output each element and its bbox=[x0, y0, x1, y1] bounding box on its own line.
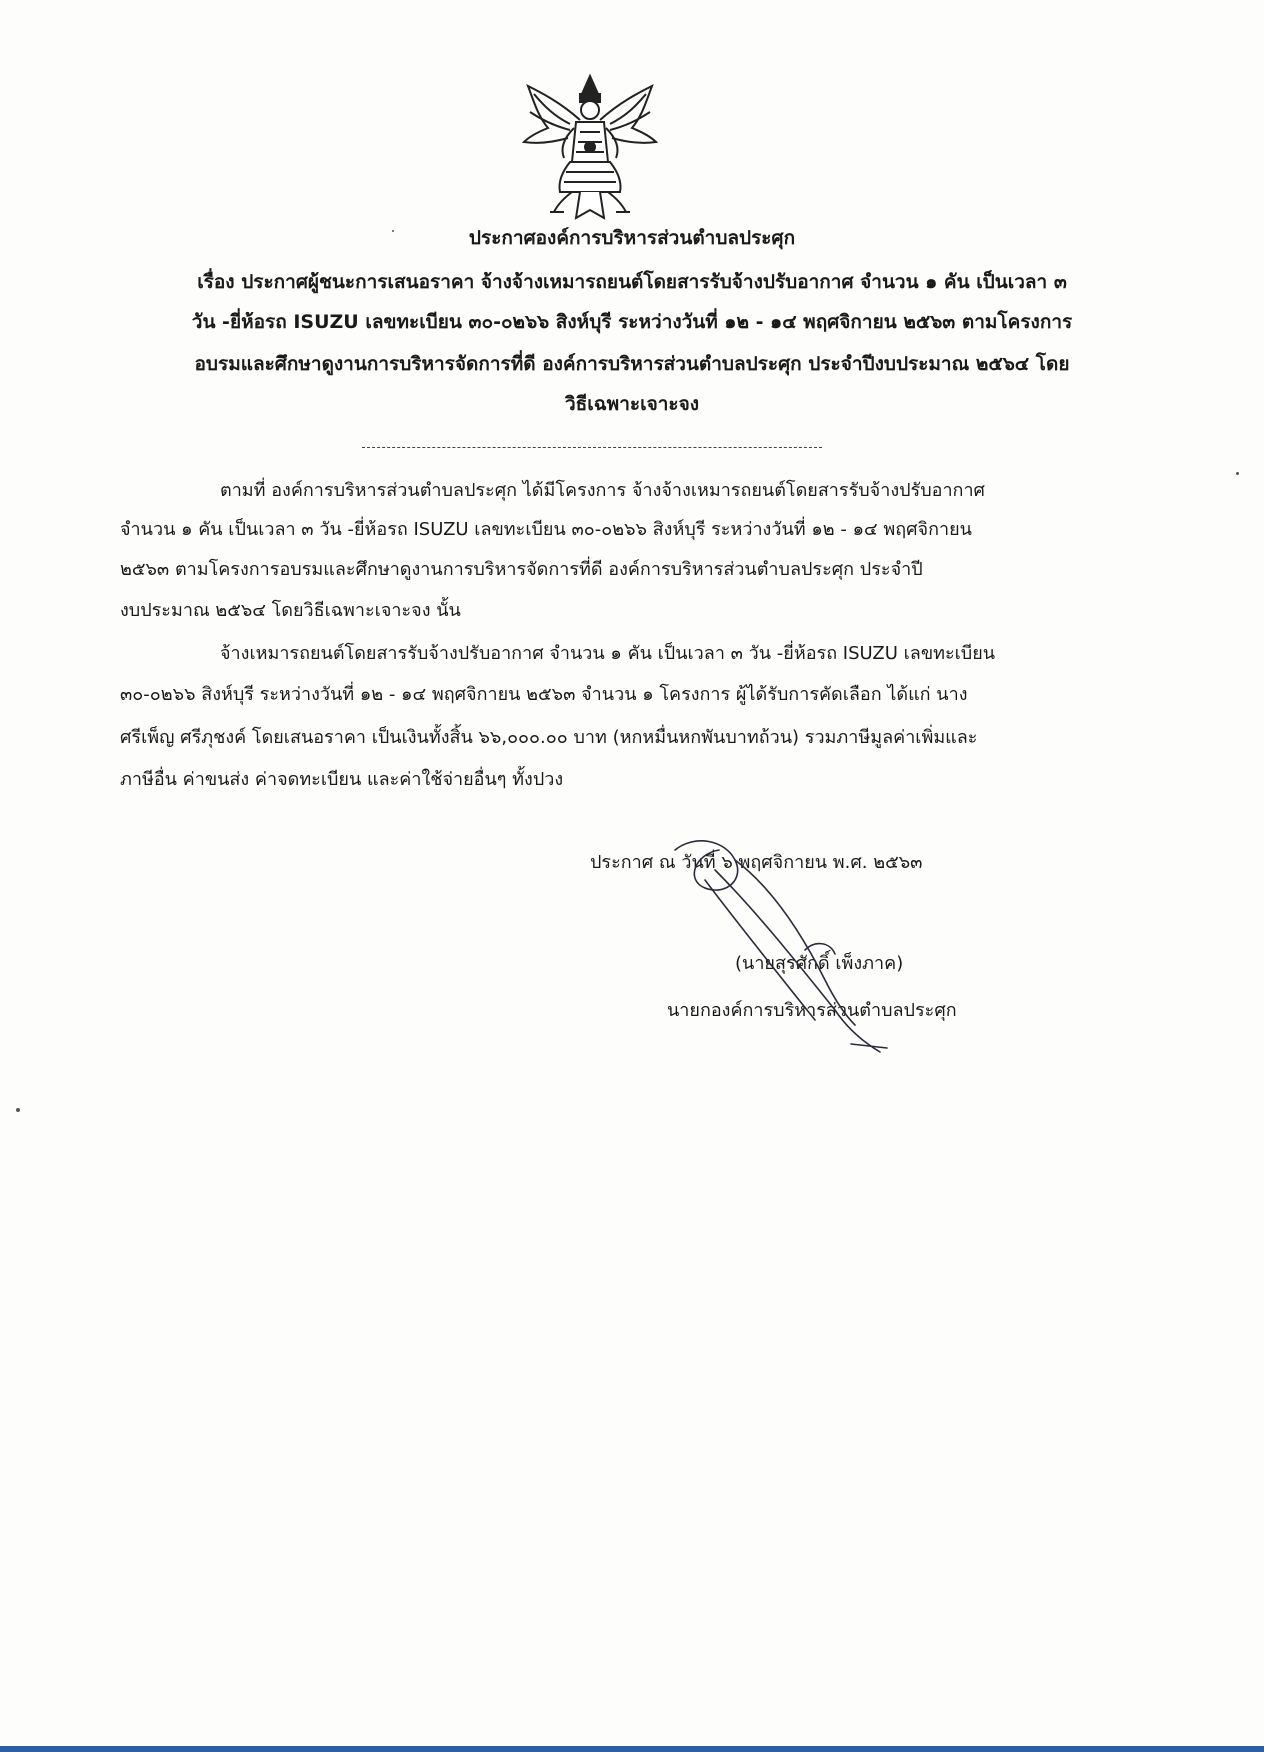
scan-speck bbox=[1236, 472, 1239, 475]
subject-line: อบรมและศึกษาดูงานการบริหารจัดการที่ดี องค์การบริหารส่วนตำบลประศุก ประจำปีงบประมาณ ๒๕๖๔ โดย bbox=[194, 353, 1070, 375]
paragraph-2-line: จ้างเหมารถยนต์โดยสารรับจ้างปรับอากาศ จำนวน ๑ คัน เป็นเวลา ๓ วัน -ยี่ห้อรถ ISUZU เลขทะเบียน bbox=[220, 643, 996, 664]
scan-speck bbox=[16, 1108, 20, 1112]
document-title: ประกาศองค์การบริหารส่วนตำบลประศุก bbox=[468, 227, 796, 249]
signer-position: นายกองค์การบริหารส่วนตำบลประศุก bbox=[667, 1000, 957, 1021]
garuda-emblem-icon bbox=[520, 72, 660, 222]
paragraph-1-line: ตามที่ องค์การบริหารส่วนตำบลประศุก ได้มีโครงการ จ้างจ้างเหมารถยนต์โดยสารรับจ้างปรับอากาศ bbox=[220, 480, 985, 501]
paragraph-1-line: ๒๕๖๓ ตามโครงการอบรมและศึกษาดูงานการบริหารจัดการที่ดี องค์การบริหารส่วนตำบลประศุก ประจำปี bbox=[120, 559, 923, 580]
paragraph-1-line: งบประมาณ ๒๕๖๔ โดยวิธีเฉพาะเจาะจง นั้น bbox=[120, 600, 461, 621]
signer-name: (นายสุรศักดิ์ เพ็งภาค) bbox=[735, 953, 904, 974]
paragraph-2-line: ภาษีอื่น ค่าขนส่ง ค่าจดทะเบียน และค่าใช้จ่ายอื่นๆ ทั้งปวง bbox=[120, 769, 564, 790]
subject-line: เรื่อง ประกาศผู้ชนะการเสนอราคา จ้างจ้างเหมารถยนต์โดยสารรับจ้างปรับอากาศ จำนวน ๑ คัน เป็นเวลา ๓ bbox=[197, 271, 1067, 293]
subject-line: วิธีเฉพาะเจาะจง bbox=[564, 393, 699, 415]
scan-speck bbox=[392, 230, 394, 232]
paragraph-2-line: ๓๐-๐๒๖๖ สิงห์บุรี ระหว่างวันที่ ๑๒ - ๑๔ พฤศจิกายน ๒๕๖๓ จำนวน ๑ โครงการ ผู้ได้รับการคัดเลือก ได้แก่ นาง bbox=[120, 684, 968, 705]
paragraph-1-line: จำนวน ๑ คัน เป็นเวลา ๓ วัน -ยี่ห้อรถ ISUZU เลขทะเบียน ๓๐-๐๒๖๖ สิงห์บุรี ระหว่างวันที่ ๑๒ - ๑๔ พฤศจิกายน bbox=[120, 519, 972, 540]
scan-edge-bar bbox=[0, 1746, 1264, 1752]
handwritten-signature bbox=[655, 830, 905, 1060]
dashed-separator bbox=[362, 447, 822, 448]
announcement-date: ประกาศ ณ วันที่ ๖ พฤศจิกายน พ.ศ. ๒๕๖๓ bbox=[590, 852, 923, 873]
paragraph-2-line: ศรีเพ็ญ ศรีภุชงค์ โดยเสนอราคา เป็นเงินทั้งสิ้น ๖๖,๐๐๐.๐๐ บาท (หกหมื่นหกพันบาทถ้วน) รวมภาษีมูลค่าเพิ่มและ bbox=[120, 727, 978, 748]
subject-line: วัน -ยี่ห้อรถ ISUZU เลขทะเบียน ๓๐-๐๒๖๖ สิงห์บุรี ระหว่างวันที่ ๑๒ - ๑๔ พฤศจิกายน ๒๕๖๓ ตามโครงการ bbox=[191, 311, 1073, 333]
